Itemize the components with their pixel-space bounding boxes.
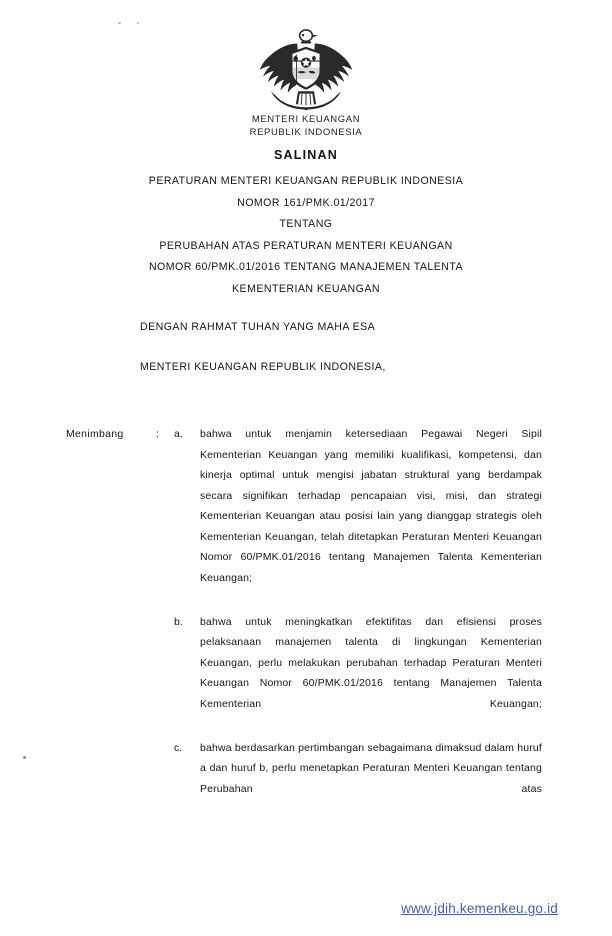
- footer: [0, 900, 612, 918]
- letterhead-line-2: REPUBLIK INDONESIA: [249, 126, 363, 138]
- letterhead-line-1: MENTERI KEUANGAN: [251, 114, 361, 125]
- considerations-colon: :: [156, 428, 159, 440]
- salinan-label: SALINAN: [274, 148, 338, 162]
- title-line-3: TENTANG: [279, 218, 333, 230]
- scan-speck: [137, 22, 139, 24]
- title-line-5: NOMOR 60/PMK.01/2016 TENTANG MANAJEMEN TALENTA: [148, 261, 464, 273]
- list-item: [174, 424, 612, 609]
- emblem-container: [0, 26, 612, 112]
- list-item: [174, 612, 612, 735]
- list-item: [174, 738, 612, 820]
- list-item-text: bahwa untuk menjamin ketersediaan Pegawai Negeri Sipil Kementerian Keuangan yang memiliki kualifikasi, kompetensi, dan kinerja optimal untuk mengisi jabatan struktural yang berdampak secara signifikan terhadap pencapaian visi, misi, dan strategi Kementerian Keuangan atau posisi lain yang dianggap strategis oleh Kementerian Keuangan, telah ditetapkan Peraturan Menteri Keuangan Nomor 60/PMK.01/2016 tentang Manajemen Talenta Kementerian Keuangan;: [200, 428, 542, 584]
- preamble-line-2: MENTERI KEUANGAN REPUBLIK INDONESIA,: [140, 361, 386, 373]
- list-item-marker: c.: [174, 741, 183, 754]
- considerations-items: [174, 424, 612, 823]
- scan-speck: [118, 22, 121, 24]
- letterhead: [0, 114, 612, 162]
- list-item-text: bahwa berdasarkan pertimbangan sebagaimana dimaksud dalam huruf a dan huruf b, perlu menetapkan Peraturan Menteri Keuangan tentang Perubahan atas: [200, 741, 542, 795]
- title-line-2: NOMOR 161/PMK.01/2017: [237, 196, 375, 209]
- considerations-section: [0, 424, 612, 823]
- preamble-line-1: DENGAN RAHMAT TUHAN YANG MAHA ESA: [140, 321, 376, 333]
- jdih-url-link[interactable]: www.jdih.kemenkeu.go.id: [401, 901, 558, 916]
- document-title: [0, 171, 612, 300]
- list-item-text: bahwa untuk meningkatkan efektifitas dan efisiensi proses pelaksanaan manajemen talenta di lingkungan Kementerian Keuangan, perlu melakukan perubahan terhadap Peraturan Menteri Keuangan Nomor 60/PMK.01/2016 tentang Manajemen Talenta Kementerian Keuangan;: [200, 615, 542, 710]
- preamble: [140, 318, 540, 376]
- title-line-6: KEMENTERIAN KEUANGAN: [232, 282, 380, 295]
- list-item-marker: a.: [174, 428, 183, 440]
- considerations-row: [0, 424, 612, 823]
- considerations-label: Menimbang: [66, 428, 124, 440]
- list-item-marker: b.: [174, 615, 183, 628]
- title-line-4: PERUBAHAN ATAS PERATURAN MENTERI KEUANGAN: [159, 239, 453, 252]
- title-line-1: PERATURAN MENTERI KEUANGAN REPUBLIK INDONESIA: [148, 175, 464, 187]
- garuda-pancasila-emblem: [258, 26, 354, 112]
